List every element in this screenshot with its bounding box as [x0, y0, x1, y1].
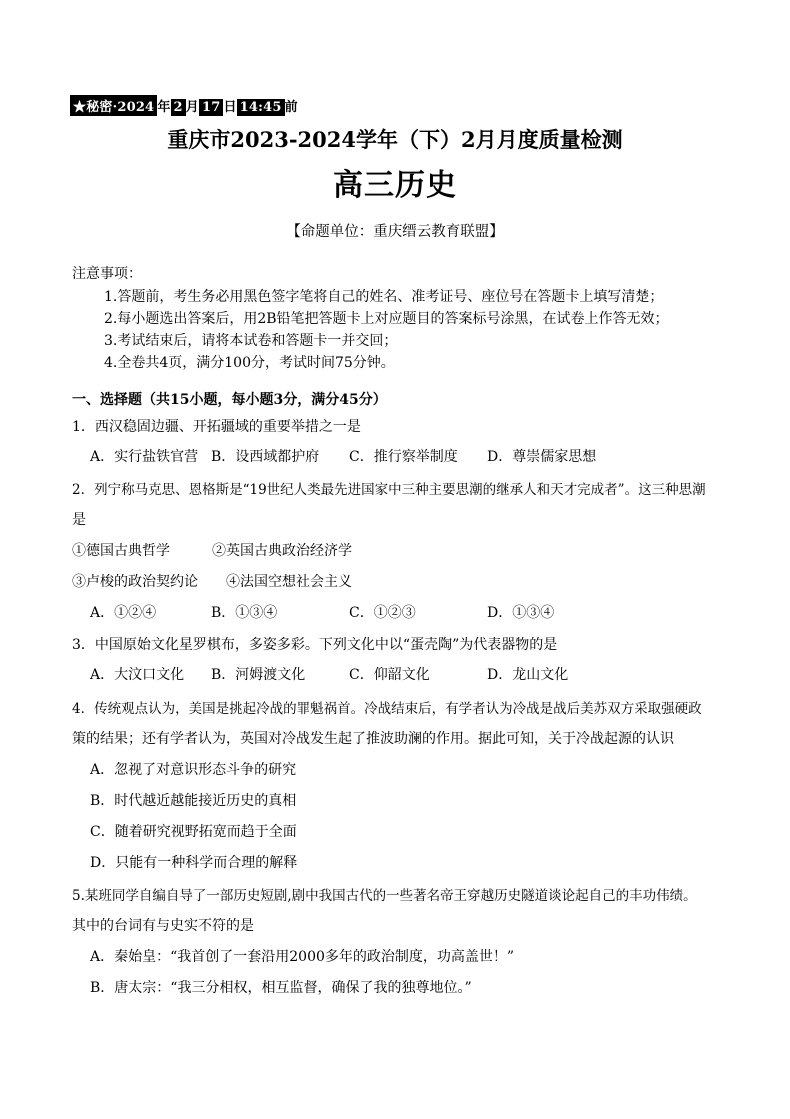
secret-part: 2 [171, 99, 186, 116]
option: D．尊崇儒家思想 [487, 449, 597, 465]
question-stem: 1．西汉稳固边疆、开拓疆域的重要举措之一是 [72, 419, 361, 435]
option: C．仰韶文化 [349, 667, 430, 683]
secret-part: 前 [284, 100, 298, 115]
secret-part: 日 [223, 100, 237, 115]
statement-item: ②英国古典政治经济学 [212, 543, 352, 559]
option: A．忽视了对意识形态斗争的研究 [90, 762, 297, 778]
statement-item: ③卢梭的政治契约论 [72, 574, 198, 590]
option: A．大汶口文化 [90, 667, 185, 683]
option: B．设西域都护府 [211, 449, 320, 465]
question-stem: 3．中国原始文化星罗棋布，多姿多彩。下列文化中以“蛋壳陶”为代表器物的是 [72, 637, 558, 653]
question-stem: 2．列宁称马克思、恩格斯是“19世纪人类最先进国家中三种主要思潮的继承人和天才完成者”。这三种思潮 [72, 482, 706, 498]
question-stem: 策的结果；还有学者认为，英国对冷战发生起了推波助澜的作用。据此可知，关于冷战起源的认识 [72, 731, 674, 747]
secret-part: 月 [185, 100, 199, 115]
option: D．只能有一种科学而合理的解释 [90, 855, 298, 871]
secret-part: 14:45 [237, 99, 285, 116]
secret-part: 年 [157, 100, 171, 115]
option: B．①③④ [211, 605, 278, 621]
option: C．①②③ [349, 605, 416, 621]
question-stem: 4．传统观点认为，美国是挑起冷战的罪魁祸首。冷战结束后，有学者认为冷战是战后美苏双方采取强硬政 [72, 701, 702, 717]
confidential-banner [70, 95, 298, 116]
statement-item: ④法国空想社会主义 [226, 574, 352, 590]
notes-item: 2.每小题选出答案后，用2B铅笔把答题卡上对应题目的答案标号涂黑，在试卷上作答无效； [104, 311, 669, 327]
option: B．时代越近越能接近历史的真相 [90, 793, 297, 809]
secret-part: ★秘密·2024 [70, 95, 157, 116]
notes-heading: 注意事项： [72, 266, 142, 282]
exam-subject: 高三历史 [333, 168, 457, 203]
secret-part: 17 [199, 99, 224, 116]
notes-item: 4.全卷共4页，满分100分，考试时间75分钟。 [104, 355, 395, 371]
option: A．①②④ [90, 605, 157, 621]
option: A．秦始皇：“我首创了一套沿用2000多年的政治制度，功高盖世！” [90, 949, 515, 965]
question-stem: 5.某班同学自编自导了一部历史短剧,剧中我国古代的一些著名帝王穿越历史隧道谈论起自己的丰功伟绩。 [72, 888, 697, 904]
option: C．推行察举制度 [349, 449, 458, 465]
statement-item: ①德国古典哲学 [72, 543, 170, 559]
exam-unit: 【命题单位：重庆缙云教育联盟】 [286, 224, 504, 240]
exam-title: 重庆市2023-2024学年（下）2月月度质量检测 [167, 127, 623, 152]
question-stem: 是 [72, 512, 86, 528]
section-heading: 一、选择题（共15小题，每小题3分，满分45分） [72, 392, 387, 408]
question-stem: 其中的台词有与史实不符的是 [72, 918, 254, 934]
option: D．①③④ [487, 605, 555, 621]
notes-item: 1.答题前，考生务必用黑色签字笔将自己的姓名、准考证号、座位号在答题卡上填写清楚； [104, 289, 664, 305]
option: A．实行盐铁官营 [90, 449, 199, 465]
option: B．河姆渡文化 [211, 667, 306, 683]
notes-item: 3.考试结束后，请将本试卷和答题卡一并交回； [104, 333, 398, 349]
option: B．唐太宗：“我三分相权，相互监督，确保了我的独尊地位。” [90, 980, 472, 996]
option: C．随着研究视野拓宽而趋于全面 [90, 824, 297, 840]
option: D．龙山文化 [487, 667, 569, 683]
